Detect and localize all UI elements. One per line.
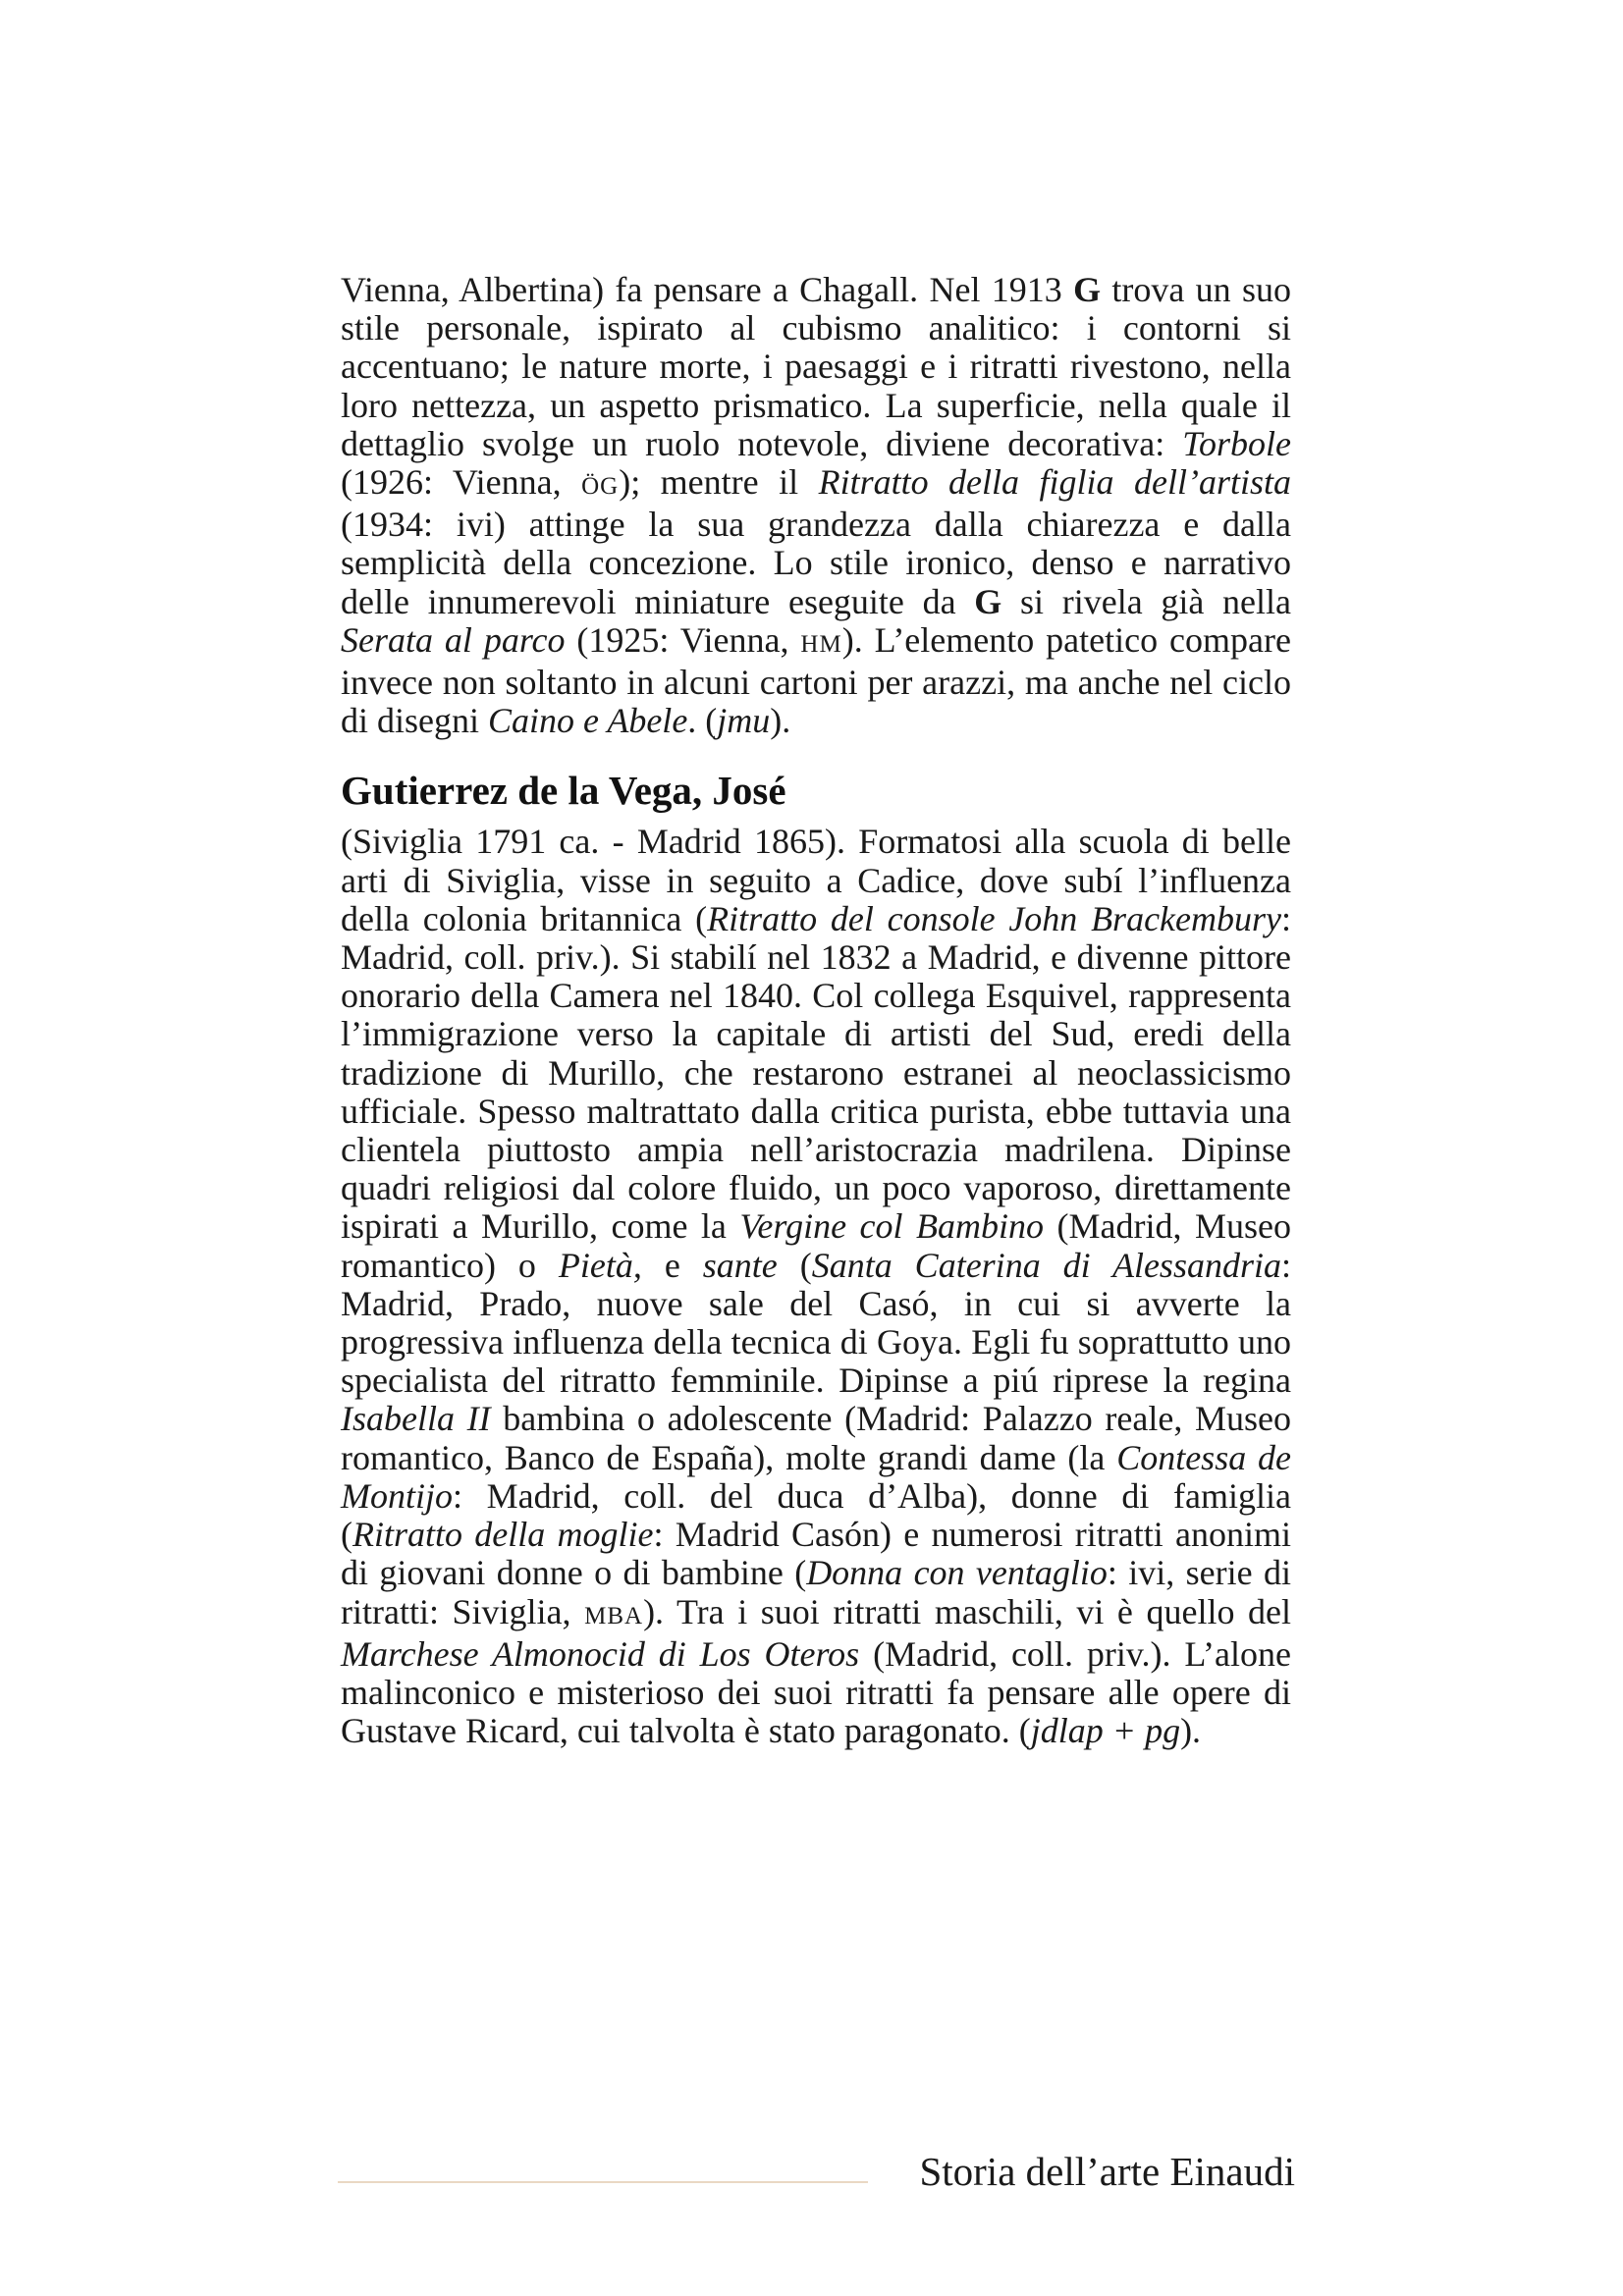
author-initials: jmu xyxy=(717,701,771,741)
artwork-title: Isabella II xyxy=(341,1399,491,1439)
entry-heading: Gutierrez de la Vega, José xyxy=(341,768,786,814)
artwork-title: Torbole xyxy=(1182,423,1291,463)
artwork-title: Santa Caterina di Alessandria xyxy=(811,1245,1281,1285)
artwork-title: Serata al parco xyxy=(341,619,566,660)
artwork-title: Marchese Almonocid di Los Oteros xyxy=(341,1633,860,1674)
author-initials: jdlap + pg xyxy=(1030,1711,1181,1751)
artist-initial: G xyxy=(974,581,1002,621)
artist-initial: G xyxy=(1073,270,1102,309)
entry-paragraph: (Siviglia 1791 ca. - Madrid 1865). Formatosi alla scuola di belle arti di Siviglia, visse in seguito a Cadice, dove subí l’influenza della colonia britannica (Ritratto del console John Brackembury: Madrid, coll. priv.). Si stabilí nel 1832 a Madrid, e divenne pittore onorario della Camera nel 1840. Col collega Esquivel, rappresenta l’immigrazione verso la capitale di artisti del Sud, eredi della tradizione di Murillo, che restarono estranei al neoclassicismo ufficiale. Spesso maltrattato dalla critica purista, ebbe tuttavia una clientela piuttosto ampia nell’aristocrazia madrilena. Dipinse quadri religiosi dal colore fluido, un poco vaporoso, direttamente ispirati a Murillo, come la Vergine col Bambino (Madrid, Museo romantico) o Pietà, e sante (Santa Caterina di Alessandria: Madrid, Prado, nuove sale del Casó, in cui si avverte la progressiva influenza della tecnica di Goya. Egli fu soprattutto uno specialista del ritratto femminile. Dipinse a piú riprese la regina Isabella II bambina o adolescente (Madrid: Palazzo reale, Museo romantico, Banco de España), molte grandi dame (la Contessa de Montijo: Madrid, coll. del duca d’Alba), donne di famiglia (Ritratto della moglie: Madrid Casón) e numerosi ritratti anonimi di giovani donne o di bambine (Donna con ventaglio: ivi, serie di ritratti: Siviglia, MBA). Tra i suoi ritratti maschili, vi è quello del Marchese Almonocid di Los Oteros (Madrid, coll. priv.). L’alone malinconico e misterioso dei suoi ritratti fa pensare alle opere di Gustave Ricard, cui talvolta è stato paragonato. (jdlap + pg). xyxy=(341,822,1292,1751)
text-column xyxy=(341,271,1291,1750)
museum-abbreviation: ÖG xyxy=(581,473,620,501)
artwork-title: Caino e Abele xyxy=(488,701,688,741)
artwork-title: Ritratto della moglie xyxy=(352,1515,654,1555)
continuation-paragraph: Vienna, Albertina) fa pensare a Chagall. Nel 1913 G trova un suo stile personale, ispirato al cubismo analitico: i contorni si accentuano; le nature morte, i paesaggi e i ritratti rivestono, nella loro nettezza, un aspetto prismatico. La superficie, nella quale il dettaglio svolge un ruolo notevole, diviene decorativa: Torbole (1926: Vienna, ÖG); mentre il Ritratto della figlia dell’artista (1934: ivi) attinge la sua grandezza dalla chiarezza e dalla semplicità della concezione. Lo stile ironico, denso e narrativo delle innumerevoli miniature eseguite da G si rivela già nella Serata al parco (1925: Vienna, HM). L’elemento patetico compare invece non soltanto in alcuni cartoni per arazzi, ma anche nel ciclo di disegni Caino e Abele. (jmu). xyxy=(341,270,1292,741)
footer-divider xyxy=(338,2181,868,2183)
artwork-title: Donna con ventaglio xyxy=(806,1553,1108,1593)
artwork-title: sante xyxy=(702,1245,778,1285)
museum-abbreviation: HM xyxy=(800,630,842,658)
artwork-title: Contessa de Montijo xyxy=(341,1437,1291,1516)
artwork-title: Ritratto della figlia dell’artista xyxy=(818,462,1291,503)
footer-publication-title: Storia dell’arte Einaudi xyxy=(919,2149,1295,2194)
artwork-title: Ritratto del console John Brackembury xyxy=(707,898,1281,938)
artwork-title: Vergine col Bambino xyxy=(739,1206,1045,1247)
artwork-title: Pietà, xyxy=(558,1245,642,1285)
museum-abbreviation: MBA xyxy=(584,1602,644,1629)
page-footer xyxy=(338,2142,1295,2201)
